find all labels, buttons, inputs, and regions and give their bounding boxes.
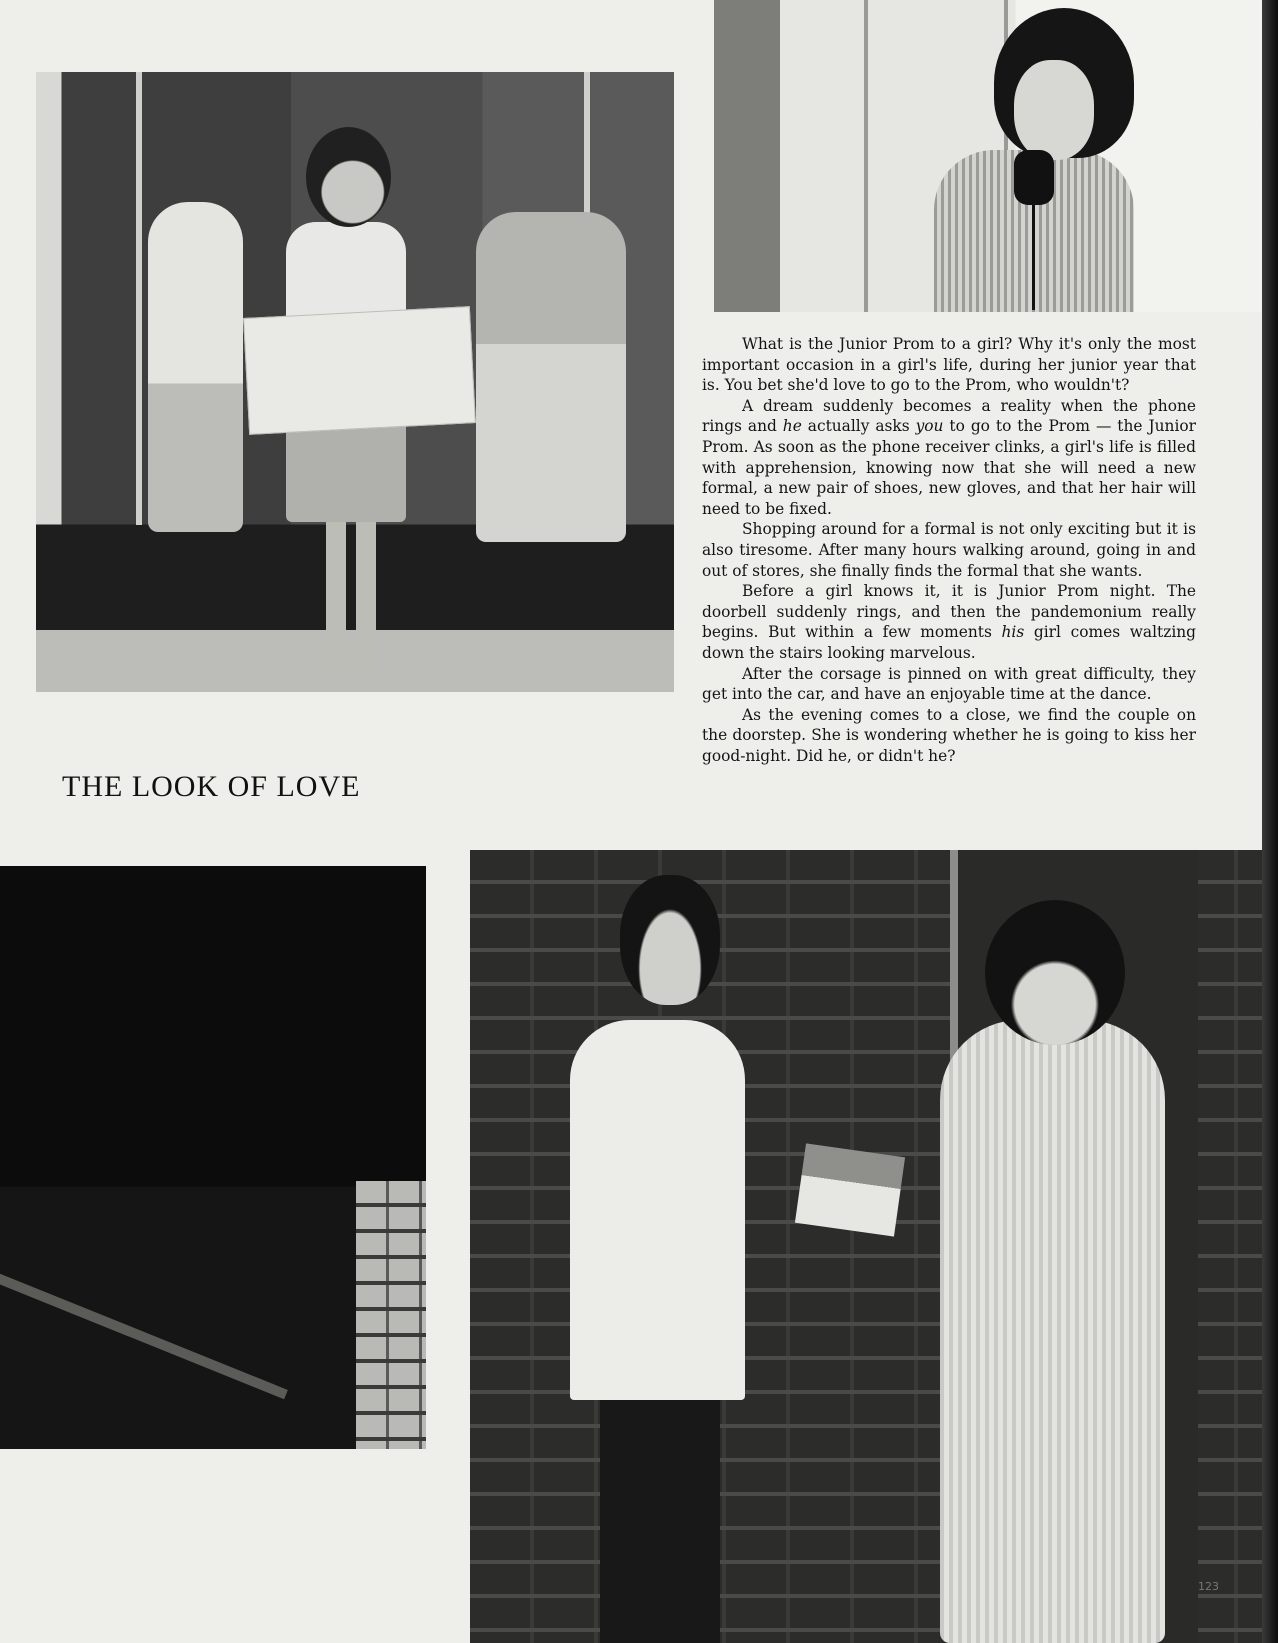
paragraph-text: After the corsage is pinned on with great difficulty, they get into the car, and have an enjoyable time at the dance. [702,664,1196,704]
window-frame [136,72,142,525]
article-paragraph [702,396,1196,520]
paragraph-text: A dream suddenly becomes a reality when the phone rings and [702,396,1196,436]
photo-girl-on-phone [714,0,1262,312]
article-text [702,334,1196,766]
photo-couple-at-doorstep [470,850,1262,1643]
girl-legs [326,522,376,682]
girl-head [306,127,391,227]
paragraph-text: actually asks [801,417,916,436]
emphasis-text: you [915,417,944,436]
photo-dark-stairway [0,866,426,1449]
article-paragraph [702,664,1196,705]
door-edge [864,0,868,312]
phone-cord [1032,200,1053,310]
girl-face [1014,60,1094,160]
page-title: THE LOOK OF LOVE [62,770,361,803]
phone-receiver [1014,150,1054,205]
paragraph-text: As the evening comes to a close, we find the couple on the doorstep. She is wondering whether he is going to kiss her good-night. Did he, or didn't he? [702,705,1196,765]
dress-box [243,306,476,435]
paragraph-text: to go to the Prom — the Junior Prom. As soon as the phone receiver clinks, a girl's life is filled with apprehension, knowing now that she will need a new formal, a new pair of shoes, new gloves, and that her hair will need to be fixed. [702,417,1197,518]
mannequin-dress [148,202,243,532]
paragraph-text: girl comes waltzing down the stairs looking marvelous. [702,623,1197,662]
photo-girl-at-store-window [36,72,674,692]
paragraph-text: Before a girl knows it, it is Junior Prom night. The doorbell suddenly rings, and then the pandemonium really begins. But within a few moments [702,582,1196,642]
paragraph-text: What is the Junior Prom to a girl? Why it's only the most important occasion in a girl's life, during her junior year that is. You bet she'd love to go to the Prom, who wouldn't? [702,335,1196,395]
brick-wall [356,1181,426,1449]
stair-railing [0,1266,288,1399]
article-paragraph [702,519,1196,581]
paragraph-text: Shopping around for a formal is not only exciting but it is also tiresome. After many hours walking around, going in and out of stores, she finally finds the formal that she wants. [702,520,1196,580]
page-edge-shadow [1262,0,1278,1643]
striped-formal-gown [940,1020,1165,1643]
article-paragraph [702,705,1196,767]
corsage-box [795,1143,905,1236]
white-dinner-jacket [570,1020,745,1400]
boy-head [620,875,720,1005]
page-number: 123 [1198,1580,1219,1593]
boy-trousers [600,1395,720,1643]
girl-head [985,900,1125,1045]
emphasis-text: his [1001,623,1025,642]
mannequin-dress [476,212,626,542]
article-paragraph [702,581,1196,663]
emphasis-text: he [782,417,802,436]
article-paragraph [702,334,1196,396]
